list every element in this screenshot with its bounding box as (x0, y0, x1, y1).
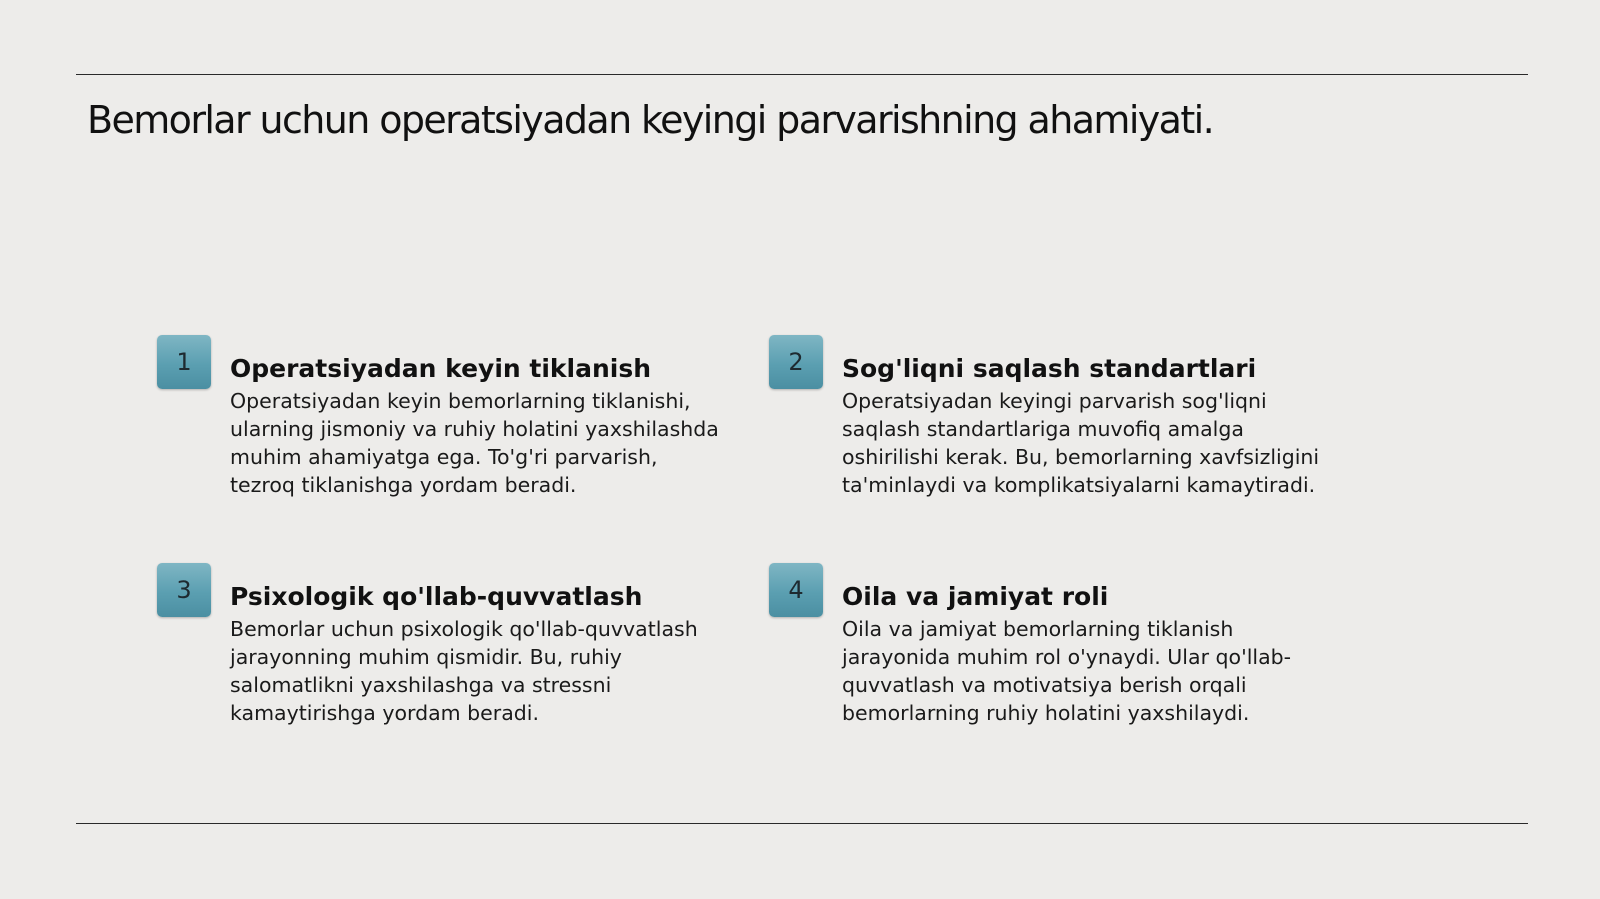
number-badge: 2 (769, 335, 823, 389)
number-badge: 3 (157, 563, 211, 617)
item-heading: Operatsiyadan keyin tiklanish (230, 354, 652, 383)
item-heading: Oila va jamiyat roli (842, 582, 1109, 611)
number-badge: 1 (157, 335, 211, 389)
item-text: Operatsiyadan keyin bemorlarning tiklanishi, ularning jismoniy va ruhiy holatini yaxshilashda muhim ahamiyatga ega. To'g'ri parvarish, tezroq tiklanishga yordam beradi. (230, 389, 719, 497)
slide-title: Bemorlar uchun operatsiyadan keyingi parvarishning ahamiyati. (87, 98, 1214, 142)
item-heading: Sog'liqni saqlash standartlari (842, 354, 1257, 383)
items-grid (157, 335, 1407, 735)
item-text: Operatsiyadan keyingi parvarish sog'liqni saqlash standartlariga muvofiq amalga oshirilishi kerak. Bu, bemorlarning xavfsizligini ta'minlaydi va komplikatsiyalarni kamaytiradi. (842, 389, 1320, 497)
item-heading: Psixologik qo'llab-quvvatlash (230, 582, 643, 611)
bottom-divider (76, 823, 1528, 824)
top-divider (76, 74, 1528, 75)
number-badge: 4 (769, 563, 823, 617)
item-text: Oila va jamiyat bemorlarning tiklanish jarayonida muhim rol o'ynaydi. Ular qo'llab- quvvatlash va motivatsiya berish orqali bemorlarning ruhiy holatini yaxshilaydi. (842, 617, 1292, 725)
item-text: Bemorlar uchun psixologik qo'llab-quvvatlash jarayonning muhim qismidir. Bu, ruhiy salomatlikni yaxshilashga va stressni kamaytirishga yordam beradi. (230, 617, 698, 725)
